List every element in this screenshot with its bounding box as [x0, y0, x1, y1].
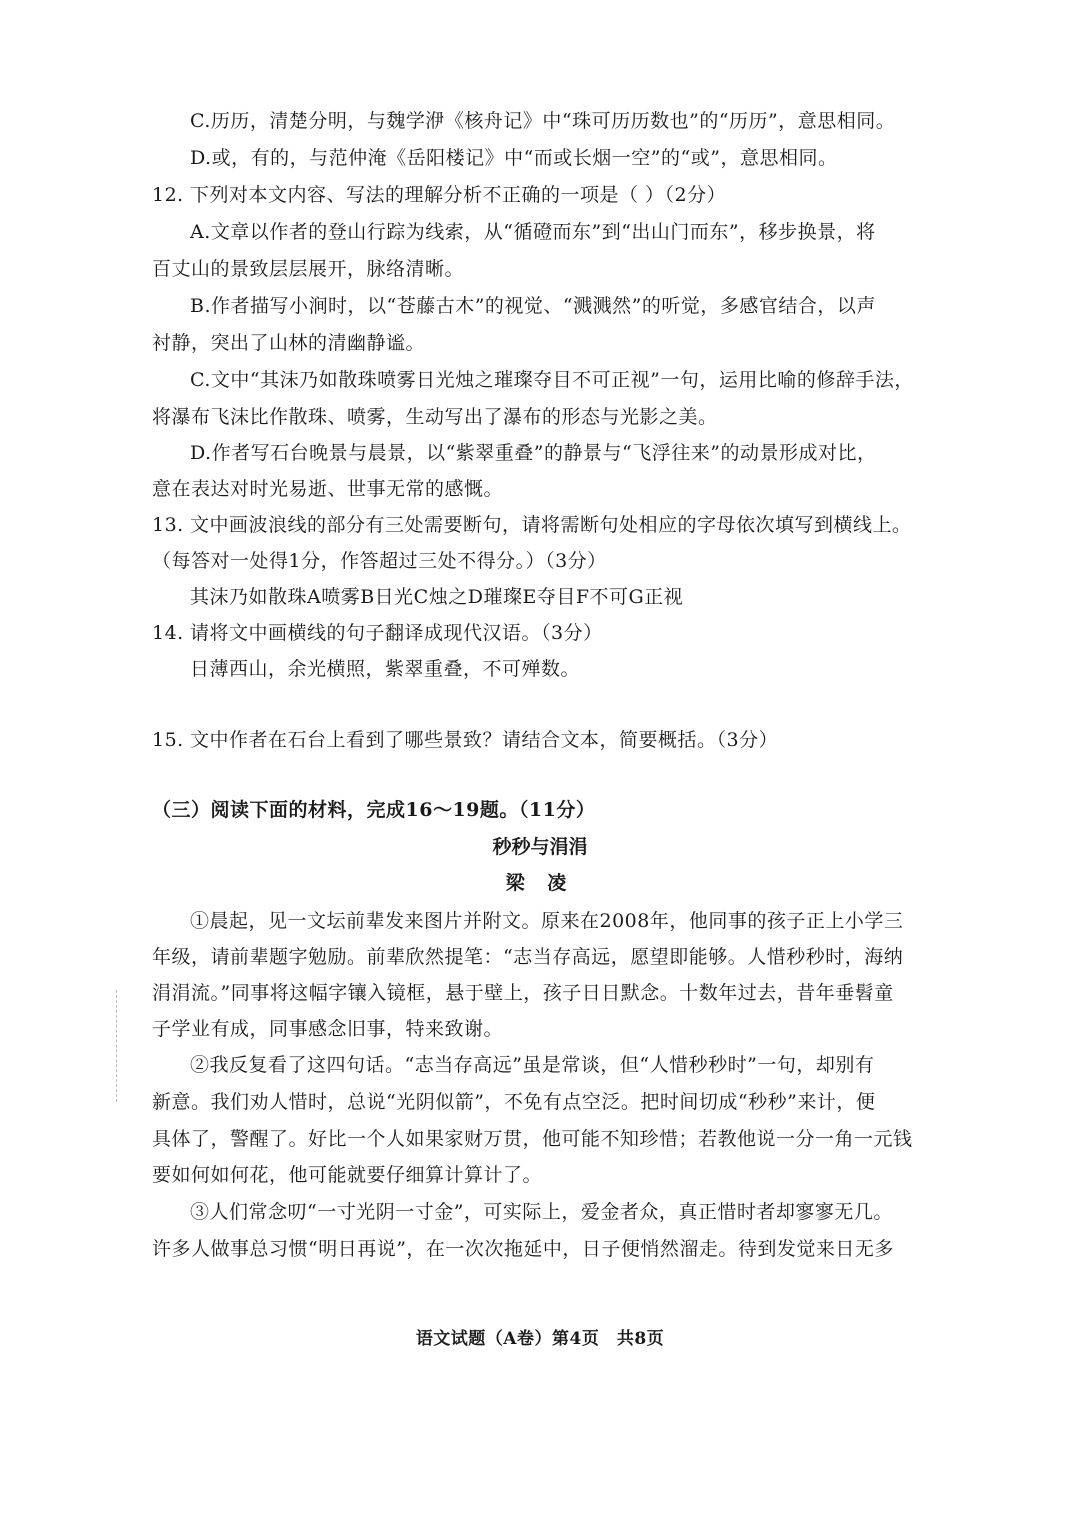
q12-number: 12.	[152, 184, 184, 206]
binding-marks	[116, 990, 119, 1102]
q12-option-c-line2: 将瀑布飞沫比作散珠、喷雾，生动写出了瀑布的形态与光影之美。	[152, 406, 718, 428]
q12-option-c-line1: C.文中“其沫乃如散珠喷雾日光烛之璀璨夺目不可正视”一句，运用比喻的修辞手法，	[190, 369, 914, 391]
q12-option-d-line2: 意在表达对时光易逝、世事无常的感慨。	[152, 478, 504, 500]
q13-stem: 文中画波浪线的部分有三处需要断句，请将需断句处相应的字母依次填写到横线上。	[190, 514, 912, 536]
p2-line3: 具体了，警醒了。好比一个人如果家财万贯，他可能不知珍惜；若教他说一分一角一元钱	[152, 1128, 913, 1150]
q14-stem-row	[152, 620, 603, 646]
q11-option-d: D.或，有的，与范仲淹《岳阳楼记》中“而或长烟一空”的“或”，意思相同。	[190, 147, 838, 169]
q12-option-d-line1: D.作者写石台晚景与晨景，以“紫翠重叠”的静景与“飞浮往来”的动景形成对比，	[190, 442, 877, 464]
q13-text: 其沫乃如散珠A喷雾B日光C烛之D璀璨E夺目F不可G正视	[190, 586, 684, 608]
q13-stem-row	[152, 512, 912, 538]
q12-option-b-line1: B.作者描写小涧时，以“苍藤古木”的视觉、“溅溅然”的听觉，多感官结合，以声	[190, 295, 876, 317]
q12-option-a-line1: A.文章以作者的登山行踪为线索，从“循磴而东”到“出山门而东”，移步换景，将	[190, 221, 876, 243]
q14-text: 日薄西山，余光横照，紫翠重叠，不可殚数。	[190, 658, 581, 680]
q15-stem: 文中作者在石台上看到了哪些景致？请结合文本，简要概括。（3分）	[190, 729, 779, 751]
p3-line2: 许多人做事总习惯“明日再说”，在一次次拖延中，日子便悄然溜走。待到发觉来日无多	[152, 1238, 894, 1260]
passage-author: 梁 凌	[505, 872, 575, 894]
passage-title: 秒秒与涓涓	[492, 836, 588, 858]
q15-stem-row	[152, 727, 778, 753]
q12-stem: 下列对本文内容、写法的理解分析不正确的一项是（ ）（2分）	[190, 184, 727, 206]
q13-note: （每答对一处得1分，作答超过三处不得分。）（3分）	[152, 550, 607, 572]
q14-number: 14.	[152, 622, 184, 644]
page-footer: 语文试题（A卷）第4页 共8页	[415, 1329, 665, 1349]
p2-line1: ②我反复看了这四句话。“志当存高远”虽是常谈，但“人惜秒秒时”一句，却别有	[190, 1054, 875, 1076]
p3-line1: ③人们常念叨“一寸光阴一寸金”，可实际上，爱金者众，真正惜时者却寥寥无几。	[190, 1201, 893, 1223]
q12-stem-row	[152, 182, 726, 208]
p1-line2: 年级，请前辈题字勉励。前辈欣然提笔：“志当存高远，愿望即能够。人惜秒秒时，海纳	[152, 946, 904, 968]
p2-line4: 要如何如何花，他可能就要仔细算计算计了。	[152, 1164, 543, 1186]
q14-stem: 请将文中画横线的句子翻译成现代汉语。（3分）	[190, 622, 603, 644]
p1-line4: 子学业有成，同事感念旧事，特来致谢。	[152, 1018, 504, 1040]
q11-option-c: C.历历，清楚分明，与魏学洢《核舟记》中“珠可历历数也”的“历历”，意思相同。	[190, 110, 896, 132]
p1-line3: 涓涓流。”同事将这幅字镶入镜框，悬于壁上，孩子日日默念。十数年过去，昔年垂髫童	[152, 982, 894, 1004]
q12-option-b-line2: 衬静，突出了山林的清幽静谧。	[152, 332, 426, 354]
q13-number: 13.	[152, 514, 184, 536]
p1-line1: ①晨起，见一文坛前辈发来图片并附文。原来在2008年，他同事的孩子正上小学三	[190, 910, 904, 932]
q12-option-a-line2: 百丈山的景致层层展开，脉络清晰。	[152, 258, 465, 280]
section3-heading: （三）阅读下面的材料，完成16～19题。（11分）	[152, 799, 596, 821]
q15-number: 15.	[152, 729, 184, 751]
p2-line2: 新意。我们劝人惜时，总说“光阴似箭”，不免有点空泛。把时间切成“秒秒”来计，便	[152, 1091, 876, 1113]
